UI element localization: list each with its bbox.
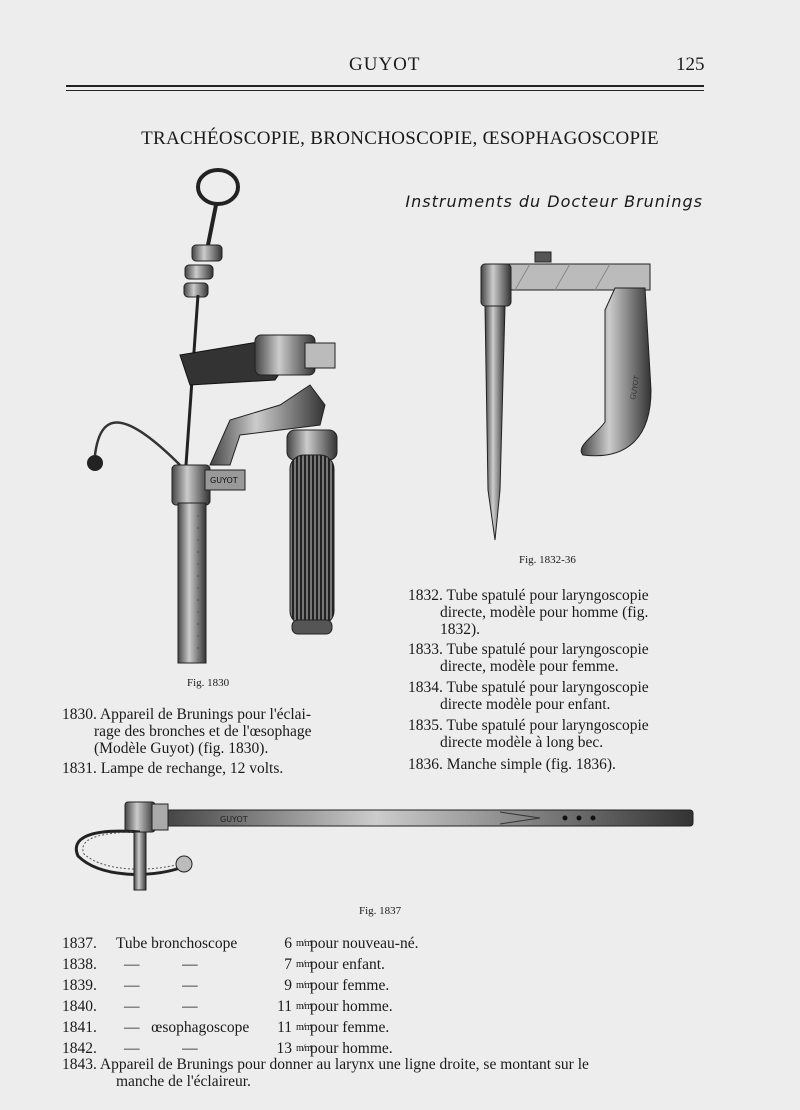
entry-1835 [408, 717, 718, 751]
entry-text: 1832). [440, 621, 481, 638]
tube-use: pour nouveau-né. [310, 935, 419, 952]
bronchoscope-list [62, 933, 742, 1059]
tube-type: Tube bronchoscope [116, 935, 238, 952]
entry-number: 1832. [408, 587, 443, 604]
page-subtitle: Instruments du Docteur Brunings [405, 192, 703, 211]
entry-number: 1837. [62, 935, 97, 952]
tube-use: pour femme. [310, 1019, 390, 1036]
running-head: GUYOT [349, 54, 421, 75]
entry-1834 [408, 679, 718, 713]
fig-1832-36-illustration [455, 250, 655, 550]
entry-number: 1838. [62, 956, 97, 973]
tube-type: — — [124, 977, 198, 994]
entry-1836 [408, 756, 718, 773]
tube-type: — — [124, 1040, 198, 1057]
entry-text: (Modèle Guyot) (fig. 1830). [94, 740, 269, 757]
unit-fraction: m/m [296, 1001, 312, 1012]
tube-type: — — [124, 998, 198, 1015]
page-number: 125 [676, 54, 705, 75]
entry-text: directe, modèle pour homme (fig. [440, 604, 649, 621]
list-item [62, 996, 742, 1017]
entry-1831 [62, 760, 392, 777]
tube-use: pour femme. [310, 977, 390, 994]
entry-number: 1833. [408, 641, 443, 658]
fig-1830-caption: Fig. 1830 [187, 677, 230, 689]
entry-number: 1830. [62, 706, 97, 723]
list-item [62, 975, 742, 996]
entry-number: 1835. [408, 717, 443, 734]
tube-size: 9 [284, 977, 292, 994]
entry-number: 1834. [408, 679, 443, 696]
tube-type: — œsophagoscope [124, 1019, 250, 1036]
unit-fraction: m/m [296, 959, 312, 970]
ring-handle [198, 170, 238, 204]
header-rule-bottom [66, 90, 704, 91]
unit-fraction: m/m [296, 938, 312, 949]
entry-1830 [62, 706, 392, 757]
entry-text: rage des bronches et de l'œsophage [94, 723, 312, 740]
entry-number: 1831. [62, 760, 97, 777]
fig-1837-engraving: GUYOT [220, 815, 248, 824]
tube-size: 6 [284, 935, 292, 952]
entry-text: Tube spatulé pour laryngoscopie [446, 641, 649, 658]
tube-use: pour homme. [310, 998, 393, 1015]
entry-text: directe, modèle pour femme. [440, 658, 619, 675]
entry-text: Appareil de Brunings pour l'éclai- [99, 706, 312, 723]
list-item [62, 954, 742, 975]
tube-size: 13 [276, 1040, 292, 1057]
unit-fraction: m/m [296, 1022, 312, 1033]
list-item [62, 933, 742, 954]
entry-text: Manche simple (fig. 1836). [446, 756, 616, 773]
fig-1837-illustration [70, 798, 700, 898]
unit-fraction: m/m [296, 980, 312, 991]
tube-size: 7 [284, 956, 292, 973]
tube-size: 11 [277, 1019, 292, 1036]
entry-text: Tube spatulé pour laryngoscopie [446, 587, 649, 604]
unit-fraction: m/m [296, 1043, 312, 1054]
entry-number: 1842. [62, 1040, 97, 1057]
header-rule-top [66, 85, 704, 87]
entry-number: 1841. [62, 1019, 97, 1036]
entry-text: Lampe de rechange, 12 volts. [100, 760, 284, 777]
entry-1833 [408, 641, 718, 675]
entry-number: 1840. [62, 998, 97, 1015]
fig-1830-illustration [80, 165, 360, 675]
tube-size: 11 [277, 998, 292, 1015]
entry-text: Tube spatulé pour laryngoscopie [446, 679, 649, 696]
list-item [62, 1017, 742, 1038]
fig-1832-36-caption: Fig. 1832-36 [519, 554, 576, 566]
fig-1832-engraving: GUYOT [629, 375, 642, 401]
tube-use: pour enfant. [310, 956, 385, 973]
entry-number: 1843. [62, 1056, 97, 1073]
entry-number: 1839. [62, 977, 97, 994]
fig-1837-caption: Fig. 1837 [359, 905, 402, 917]
entry-number: 1836. [408, 756, 443, 773]
entry-1832 [408, 587, 718, 638]
entry-text: directe modèle pour enfant. [440, 696, 611, 713]
fig-1830-engraving: GUYOT [210, 476, 238, 485]
tube-use: pour homme. [310, 1040, 393, 1057]
tube-type: — — [124, 956, 198, 973]
entry-text: manche de l'éclaireur. [116, 1073, 251, 1090]
entry-text: Tube spatulé pour laryngoscopie [446, 717, 649, 734]
page-title: TRACHÉOSCOPIE, BRONCHOSCOPIE, ŒSOPHAGOSCOPIE [141, 128, 659, 149]
entry-text: directe modèle à long bec. [440, 734, 604, 751]
entry-1843 [62, 1056, 752, 1090]
entry-text: Appareil de Brunings pour donner au larynx une ligne droite, se montant sur le [99, 1056, 589, 1073]
